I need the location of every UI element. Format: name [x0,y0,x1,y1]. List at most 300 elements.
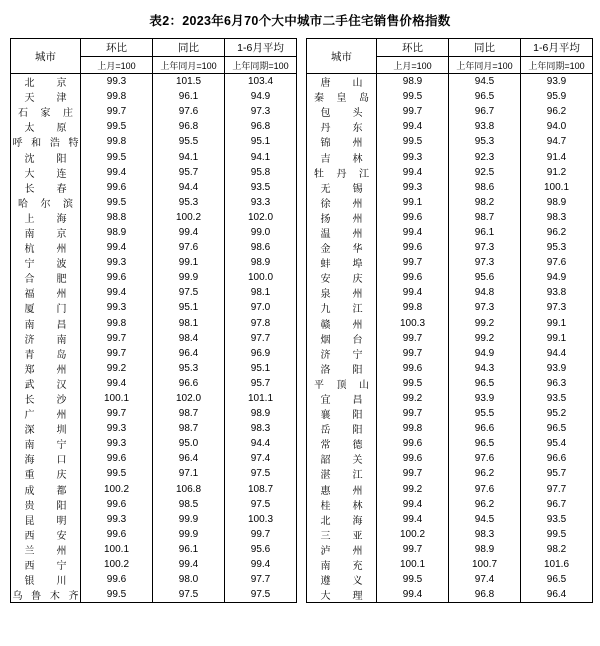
city-label: 成都 [24,485,67,497]
table-row [11,316,593,331]
city-name-left [11,225,81,240]
value-yoy-left: 96.4 [153,346,225,361]
value-avg-right: 96.3 [521,376,593,391]
value-avg-left: 93.5 [225,180,297,195]
city-name-right [307,300,377,315]
value-yoy-left: 97.6 [153,240,225,255]
value-avg-right: 93.5 [521,512,593,527]
value-yoy-left: 95.3 [153,361,225,376]
value-avg-left: 96.9 [225,346,297,361]
value-yoy-right: 94.5 [449,512,521,527]
value-avg-left: 99.0 [225,225,297,240]
table-row [11,104,593,119]
value-avg-left: 93.3 [225,195,297,210]
city-label: 金华 [320,244,363,256]
value-avg-right: 95.7 [521,466,593,481]
value-mom-left: 99.8 [81,89,153,104]
value-mom-left: 99.5 [81,195,153,210]
value-avg-right: 96.4 [521,587,593,603]
table-row [11,331,593,346]
city-name-right [307,149,377,164]
column-gap [297,255,307,270]
city-name-right [307,89,377,104]
value-avg-right: 98.2 [521,542,593,557]
value-avg-left: 96.8 [225,119,297,134]
table-body [11,74,593,603]
value-mom-right: 99.7 [377,466,449,481]
city-name-left [11,210,81,225]
city-label: 常德 [320,440,363,452]
city-label: 蚌埠 [320,259,363,271]
subheader-avg-left: 上年同期=100 [225,57,297,74]
city-name-right [307,255,377,270]
value-yoy-left: 94.4 [153,180,225,195]
value-yoy-right: 97.3 [449,300,521,315]
value-yoy-left: 97.5 [153,285,225,300]
value-avg-right: 96.7 [521,497,593,512]
value-avg-right: 99.1 [521,331,593,346]
value-mom-left: 99.7 [81,104,153,119]
value-avg-left: 103.4 [225,74,297,90]
value-avg-right: 95.9 [521,89,593,104]
value-mom-right: 99.4 [377,587,449,603]
value-mom-left: 99.2 [81,361,153,376]
city-name-right [307,391,377,406]
city-name-right [307,497,377,512]
value-mom-right: 99.6 [377,451,449,466]
table-row [11,180,593,195]
column-gap [297,542,307,557]
value-yoy-left: 95.3 [153,195,225,210]
city-label: 青岛 [24,349,67,361]
column-gap [297,346,307,361]
city-label: 秦皇岛 [314,93,369,105]
city-label: 唐山 [320,78,363,90]
city-name-right [307,557,377,572]
column-gap [297,331,307,346]
price-index-table [10,38,593,603]
value-mom-right: 99.7 [377,104,449,119]
city-name-right [307,180,377,195]
city-name-right [307,376,377,391]
value-yoy-left: 96.6 [153,376,225,391]
city-label: 扬州 [320,213,363,225]
value-mom-right: 100.3 [377,316,449,331]
city-label: 九江 [320,304,363,316]
value-yoy-right: 94.5 [449,74,521,90]
column-gap [297,466,307,481]
value-yoy-right: 96.2 [449,497,521,512]
value-avg-left: 98.9 [225,406,297,421]
table-row [11,285,593,300]
value-avg-right: 96.5 [521,421,593,436]
value-yoy-right: 92.5 [449,165,521,180]
city-label: 长春 [24,183,67,195]
column-gap [297,270,307,285]
value-avg-left: 98.6 [225,240,297,255]
value-mom-right: 99.4 [377,165,449,180]
value-avg-right: 95.3 [521,240,593,255]
value-avg-left: 101.1 [225,391,297,406]
header-city-left: 城市 [11,39,81,74]
city-name-left [11,104,81,119]
value-mom-left: 99.4 [81,240,153,255]
city-name-right [307,285,377,300]
value-yoy-left: 94.1 [153,149,225,164]
table-row [11,361,593,376]
value-mom-left: 99.6 [81,270,153,285]
value-avg-left: 97.7 [225,572,297,587]
city-label: 杭州 [24,244,67,256]
value-avg-left: 97.5 [225,466,297,481]
city-name-right [307,406,377,421]
value-avg-left: 97.4 [225,451,297,466]
value-yoy-left: 95.0 [153,436,225,451]
value-mom-left: 98.9 [81,225,153,240]
value-mom-right: 99.6 [377,270,449,285]
value-yoy-right: 97.3 [449,255,521,270]
subheader-mom-right: 上月=100 [377,57,449,74]
city-name-left [11,285,81,300]
table-row [11,195,593,210]
value-mom-left: 99.3 [81,421,153,436]
table-header [11,39,593,74]
city-label: 郑州 [24,364,67,376]
value-mom-left: 99.7 [81,331,153,346]
city-label: 重庆 [24,470,67,482]
column-gap [297,74,307,90]
value-mom-left: 99.3 [81,300,153,315]
value-avg-right: 99.1 [521,316,593,331]
value-yoy-right: 94.9 [449,346,521,361]
city-label: 吉林 [320,153,363,165]
value-mom-left: 99.8 [81,134,153,149]
value-mom-right: 99.5 [377,89,449,104]
value-avg-right: 91.2 [521,165,593,180]
subheader-yoy-right: 上年同月=100 [449,57,521,74]
value-avg-left: 94.1 [225,149,297,164]
value-yoy-left: 98.4 [153,331,225,346]
column-gap [297,240,307,255]
city-label: 长沙 [24,395,67,407]
value-avg-left: 97.8 [225,316,297,331]
column-gap [297,391,307,406]
value-yoy-right: 96.5 [449,376,521,391]
column-gap [297,134,307,149]
value-yoy-right: 95.6 [449,270,521,285]
value-avg-right: 97.3 [521,300,593,315]
value-yoy-left: 97.1 [153,466,225,481]
value-yoy-right: 96.6 [449,421,521,436]
city-label: 昆明 [24,515,67,527]
city-label: 西安 [24,530,67,542]
city-name-right [307,512,377,527]
value-yoy-right: 93.9 [449,391,521,406]
value-yoy-right: 97.3 [449,240,521,255]
value-avg-left: 100.3 [225,512,297,527]
city-label: 厦门 [24,304,67,316]
header-avg-left: 1-6月平均 [225,39,297,57]
value-mom-left: 99.3 [81,436,153,451]
value-avg-right: 93.8 [521,285,593,300]
city-label: 韶关 [320,455,363,467]
value-avg-left: 98.9 [225,255,297,270]
value-avg-left: 95.6 [225,542,297,557]
value-avg-left: 108.7 [225,482,297,497]
city-label: 沈阳 [24,153,67,165]
value-avg-left: 95.1 [225,134,297,149]
column-gap [297,361,307,376]
city-label: 南京 [24,228,67,240]
city-label: 岳阳 [320,425,363,437]
city-name-left [11,482,81,497]
column-gap [297,104,307,119]
value-mom-left: 99.6 [81,180,153,195]
city-name-right [307,451,377,466]
value-yoy-right: 100.7 [449,557,521,572]
value-mom-right: 99.7 [377,255,449,270]
table-row [11,210,593,225]
value-mom-left: 99.6 [81,497,153,512]
city-name-left [11,165,81,180]
value-mom-right: 99.4 [377,285,449,300]
city-label: 宜昌 [320,395,363,407]
city-name-right [307,572,377,587]
value-avg-right: 94.4 [521,346,593,361]
city-name-right [307,74,377,90]
city-label: 烟台 [320,334,363,346]
value-avg-right: 98.3 [521,210,593,225]
city-label: 安庆 [320,274,363,286]
table-row [11,557,593,572]
value-avg-left: 98.3 [225,421,297,436]
table-row [11,255,593,270]
table-row [11,134,593,149]
value-avg-right: 94.0 [521,119,593,134]
value-mom-right: 99.8 [377,421,449,436]
value-mom-right: 99.7 [377,346,449,361]
city-name-left [11,527,81,542]
value-avg-left: 97.5 [225,587,297,603]
value-yoy-right: 98.3 [449,527,521,542]
value-mom-left: 99.5 [81,119,153,134]
table-row [11,391,593,406]
value-yoy-left: 101.5 [153,74,225,90]
table-row [11,300,593,315]
value-avg-left: 97.3 [225,104,297,119]
value-yoy-right: 98.6 [449,180,521,195]
value-avg-right: 93.5 [521,391,593,406]
value-avg-right: 94.7 [521,134,593,149]
city-label: 泸州 [320,545,363,557]
value-avg-left: 94.4 [225,436,297,451]
city-label: 惠州 [320,485,363,497]
value-yoy-left: 99.9 [153,512,225,527]
column-gap [297,195,307,210]
city-name-right [307,316,377,331]
header-avg-right: 1-6月平均 [521,39,593,57]
city-label: 赣州 [320,319,363,331]
value-mom-right: 100.1 [377,557,449,572]
city-name-left [11,391,81,406]
value-mom-right: 99.4 [377,497,449,512]
value-avg-right: 94.9 [521,270,593,285]
value-yoy-left: 99.9 [153,527,225,542]
value-mom-left: 98.8 [81,210,153,225]
column-gap [297,39,307,74]
value-mom-left: 99.7 [81,346,153,361]
city-name-left [11,180,81,195]
value-yoy-left: 98.7 [153,406,225,421]
table-row [11,497,593,512]
value-avg-left: 95.7 [225,376,297,391]
table-row [11,572,593,587]
value-yoy-right: 94.3 [449,361,521,376]
value-yoy-right: 96.2 [449,466,521,481]
value-mom-left: 99.7 [81,406,153,421]
table-row [11,225,593,240]
city-name-left [11,316,81,331]
value-mom-right: 99.8 [377,300,449,315]
value-yoy-left: 98.0 [153,572,225,587]
value-mom-right: 99.4 [377,119,449,134]
value-avg-right: 96.6 [521,451,593,466]
table-row [11,527,593,542]
value-mom-left: 99.3 [81,255,153,270]
value-mom-right: 99.7 [377,331,449,346]
header-city-right: 城市 [307,39,377,74]
column-gap [297,497,307,512]
table-row [11,119,593,134]
value-mom-left: 99.6 [81,451,153,466]
value-avg-left: 102.0 [225,210,297,225]
value-mom-left: 99.5 [81,587,153,603]
value-mom-right: 99.6 [377,436,449,451]
city-name-right [307,104,377,119]
column-gap [297,285,307,300]
value-mom-right: 99.2 [377,482,449,497]
city-name-right [307,225,377,240]
city-name-left [11,255,81,270]
value-yoy-right: 97.6 [449,451,521,466]
value-avg-right: 96.2 [521,225,593,240]
city-name-left [11,149,81,164]
value-avg-right: 97.6 [521,255,593,270]
city-label: 济南 [24,334,67,346]
table-row [11,421,593,436]
city-name-right [307,436,377,451]
city-name-right [307,331,377,346]
value-avg-right: 96.5 [521,572,593,587]
city-label: 武汉 [24,379,67,391]
value-yoy-left: 98.7 [153,421,225,436]
city-label: 三亚 [320,530,363,542]
value-yoy-left: 96.1 [153,542,225,557]
value-mom-right: 99.5 [377,376,449,391]
value-avg-left: 97.0 [225,300,297,315]
value-avg-left: 95.8 [225,165,297,180]
value-avg-left: 100.0 [225,270,297,285]
value-mom-left: 100.2 [81,482,153,497]
table-row [11,165,593,180]
value-yoy-right: 97.4 [449,572,521,587]
table-row [11,376,593,391]
city-name-right [307,466,377,481]
value-yoy-right: 96.5 [449,89,521,104]
table-row [11,346,593,361]
city-name-right [307,587,377,603]
value-mom-left: 100.1 [81,391,153,406]
value-mom-right: 99.3 [377,149,449,164]
value-mom-right: 99.6 [377,240,449,255]
city-label: 南充 [320,561,363,573]
column-gap [297,210,307,225]
value-yoy-right: 96.5 [449,436,521,451]
column-gap [297,421,307,436]
city-name-left [11,346,81,361]
city-name-right [307,270,377,285]
city-name-left [11,451,81,466]
value-yoy-left: 102.0 [153,391,225,406]
city-name-right [307,240,377,255]
city-label: 深圳 [24,425,67,437]
value-yoy-left: 106.8 [153,482,225,497]
value-avg-right: 96.2 [521,104,593,119]
city-name-right [307,527,377,542]
city-label: 丹东 [320,123,363,135]
city-name-left [11,240,81,255]
city-label: 襄阳 [320,410,363,422]
value-yoy-right: 94.8 [449,285,521,300]
column-gap [297,587,307,603]
table-row [11,542,593,557]
value-avg-right: 95.2 [521,406,593,421]
value-mom-right: 99.6 [377,210,449,225]
value-yoy-right: 96.1 [449,225,521,240]
city-label: 牡丹江 [314,168,369,180]
city-label: 西宁 [24,561,67,573]
column-gap [297,482,307,497]
value-mom-right: 99.1 [377,195,449,210]
city-label: 北海 [320,515,363,527]
table-row [11,270,593,285]
city-label: 南昌 [24,319,67,331]
city-label: 大理 [320,591,363,603]
city-label: 大连 [24,168,67,180]
value-avg-right: 95.4 [521,436,593,451]
city-name-left [11,572,81,587]
table-row [11,149,593,164]
city-label: 遵义 [320,576,363,588]
value-yoy-right: 99.2 [449,316,521,331]
value-yoy-left: 95.7 [153,165,225,180]
value-mom-left: 99.6 [81,572,153,587]
city-label: 平顶山 [314,379,369,391]
value-avg-right: 91.4 [521,149,593,164]
value-yoy-left: 99.4 [153,557,225,572]
value-yoy-left: 96.8 [153,119,225,134]
table-row [11,406,593,421]
column-gap [297,557,307,572]
value-mom-right: 99.6 [377,361,449,376]
city-label: 锦州 [320,138,363,150]
city-label: 上海 [24,213,67,225]
city-label: 兰州 [24,545,67,557]
city-label: 广州 [24,410,67,422]
column-gap [297,572,307,587]
city-label: 温州 [320,228,363,240]
header-mom-left: 环比 [81,39,153,57]
